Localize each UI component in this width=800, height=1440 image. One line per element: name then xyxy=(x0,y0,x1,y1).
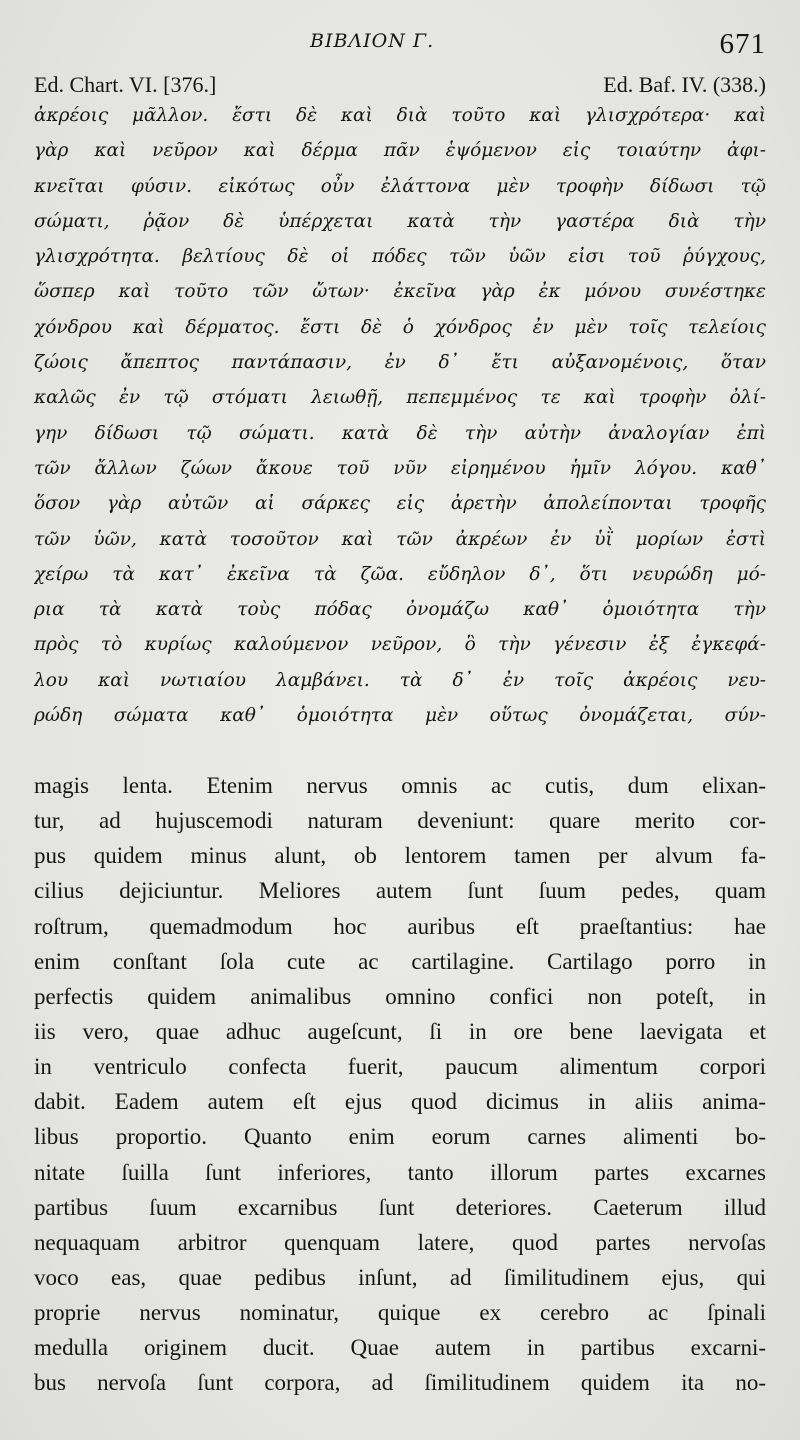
greek-line: ὅσον γὰρ αὐτῶν αἱ σάρκες εἰς ἀρετὴν ἀπολείπονται τροφῆς xyxy=(34,493,766,515)
latin-line: nitate ſuilla ſunt inferiores, tanto illorum partes excarnes xyxy=(34,1159,766,1185)
page-number: 671 xyxy=(719,28,766,60)
running-title: ΒΙΒΛΙΟΝ Γ. xyxy=(310,30,435,52)
latin-line: cilius dejiciuntur. Meliores autem ſunt ſuum pedes, quam xyxy=(34,878,766,904)
greek-line: τῶν ἄλλων ζώων ἄκουε τοῦ νῦν εἰρημένου ἡμῖν λόγου. καθ᾽ xyxy=(34,457,766,479)
latin-line: perfectis quidem animalibus omnino confici non poteſt, in xyxy=(34,983,766,1009)
greek-line: γὰρ καὶ νεῦρον καὶ δέρμα πᾶν ἑψόμενον εἰς τοιαύτην ἀφι- xyxy=(34,140,766,162)
latin-line: roſtrum, quemadmodum hoc auribus eſt praeſtantius: hae xyxy=(34,913,766,939)
latin-line: proprie nervus nominatur, quique ex cerebro ac ſpinali xyxy=(34,1300,766,1326)
greek-line: χόνδρου καὶ δέρματος. ἔστι δὲ ὁ χόνδρος ἐν μὲν τοῖς τελείοις xyxy=(34,316,766,338)
greek-line: καλῶς ἐν τῷ στόματι λειωθῇ, πεπεμμένος τε καὶ τροφὴν ὀλί- xyxy=(34,387,766,409)
latin-line: pus quidem minus alunt, ob lentorem tamen per alvum fa- xyxy=(34,843,766,869)
latin-line: partibus ſuum excarnibus ſunt deteriores. Caeterum illud xyxy=(34,1194,766,1220)
latin-line: magis lenta. Etenim nervus omnis ac cutis, dum elixan- xyxy=(34,773,766,798)
greek-line: ἀκρέοις μᾶλλον. ἔστι δὲ καὶ διὰ τοῦτο καὶ γλισχρότερα· καὶ xyxy=(34,105,766,126)
latin-text-block xyxy=(34,768,766,1401)
latin-line: bus nervoſa ſunt corpora, ad ſimilitudinem quidem ita no- xyxy=(34,1370,766,1396)
latin-line: enim conſtant ſola cute ac cartilagine. Cartilago porro in xyxy=(34,948,766,974)
latin-line: dabit. Eadem autem eſt ejus quod dicimus in aliis anima- xyxy=(34,1089,766,1115)
edition-chart-reference: Ed. Chart. VI. [376.] xyxy=(34,72,217,97)
greek-line: ζώοις ἄπεπτος παντάπασιν, ἐν δ᾽ ἔτι αὐξανομένοις, ὅταν xyxy=(34,352,766,374)
greek-line: ρια τὰ κατὰ τοὺς πόδας ὀνομάζω καθ᾽ ὁμοιότητα τὴν xyxy=(34,599,766,621)
greek-line: τῶν ὑῶν, κατὰ τοσοῦτον καὶ τῶν ἀκρέων ἐν ὑῒ μορίων ἐστὶ xyxy=(34,528,766,550)
greek-line: κνεῖται φύσιν. εἰκότως οὖν ἐλάττονα μὲν τροφὴν δίδωσι τῷ xyxy=(34,175,766,197)
latin-line: iis vero, quae adhuc augeſcunt, ſi in ore bene laevigata et xyxy=(34,1018,766,1044)
greek-text-block xyxy=(34,98,766,733)
greek-line: γλισχρότητα. βελτίους δὲ οἱ πόδες τῶν ὑῶν εἰσι τοῦ ῥύγχους, xyxy=(34,246,766,268)
latin-line: libus proportio. Quanto enim eorum carnes alimenti bo- xyxy=(34,1124,766,1150)
latin-line: nequaquam arbitror quenquam latere, quod partes nervoſas xyxy=(34,1229,766,1255)
greek-line: γην δίδωσι τῷ σώματι. κατὰ δὲ τὴν αὐτὴν ἀναλογίαν ἐπὶ xyxy=(34,422,766,444)
latin-line: voco eas, quae pedibus inſunt, ad ſimilitudinem ejus, qui xyxy=(34,1264,766,1290)
greek-line: ρώδη σώματα καθ᾽ ὁμοιότητα μὲν οὕτως ὀνομάζεται, σύν- xyxy=(34,705,766,727)
greek-line: πρὸς τὸ κυρίως καλούμενον νεῦρον, ὃ τὴν γένεσιν ἐξ ἐγκεφά- xyxy=(34,634,766,656)
latin-line: medulla originem ducit. Quae autem in partibus excarni- xyxy=(34,1335,766,1361)
greek-line: ὥσπερ καὶ τοῦτο τῶν ὤτων· ἐκεῖνα γὰρ ἐκ μόνου συνέστηκε xyxy=(34,281,766,303)
greek-line: σώματι, ῥᾷον δὲ ὑπέρχεται κατὰ τὴν γαστέρα διὰ τὴν xyxy=(34,210,766,232)
edition-basel-reference: Ed. Baf. IV. (338.) xyxy=(603,72,766,97)
running-head xyxy=(0,24,800,68)
latin-line: in ventriculo confecta fuerit, paucum alimentum corpori xyxy=(34,1054,766,1080)
latin-line: tur, ad hujuscemodi naturam deveniunt: quare merito cor- xyxy=(34,808,766,834)
greek-line: χείρω τὰ κατ᾽ ἐκεῖνα τὰ ζῶα. εὔδηλον δ᾽, ὅτι νευρώδη μό- xyxy=(34,563,766,585)
greek-line: λου καὶ νωτιαίου λαμβάνει. τὰ δ᾽ ἐν τοῖς ἀκρέοις νευ- xyxy=(34,669,766,691)
